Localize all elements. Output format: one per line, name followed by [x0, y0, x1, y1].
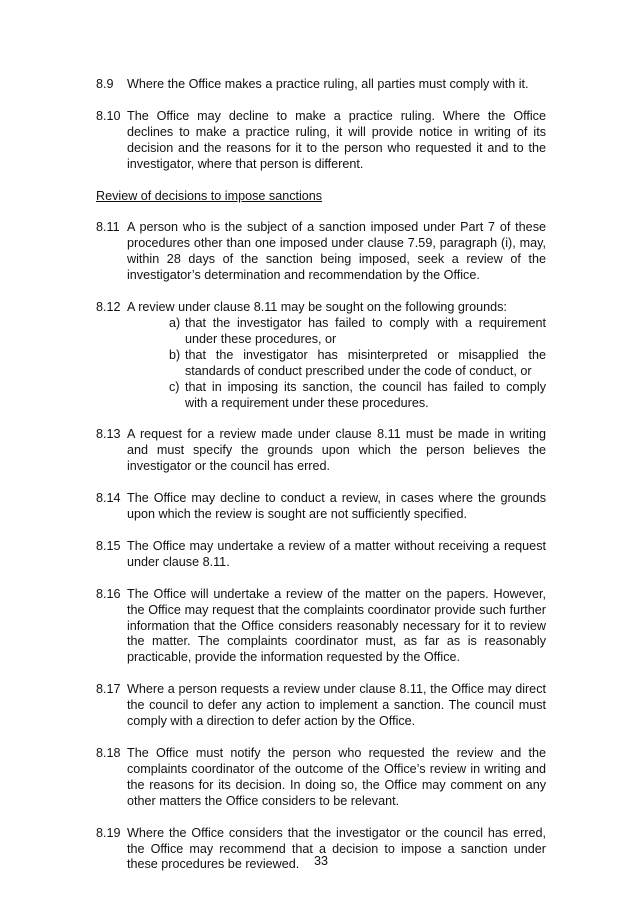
grounds-list: [169, 316, 546, 411]
clause-text: The Office may decline to make a practice ruling. Where the Office declines to make a practice ruling, it will provide notice in writing of its decision and the reasons for it to the person who requested it and to the investigator, where that person is different.: [127, 108, 546, 171]
page-number: 33: [313, 854, 328, 868]
clause-8-14: [96, 491, 546, 523]
clause-number: 8.10: [96, 108, 121, 123]
clause-number: 8.14: [96, 491, 121, 506]
document-page: [96, 77, 546, 889]
clause-8-13: [96, 427, 546, 475]
clause-number: 8.15: [96, 538, 121, 553]
section-heading: Review of decisions to impose sanctions: [96, 188, 323, 203]
list-item-label: b): [169, 347, 181, 362]
list-item-text: that the investigator has failed to comply with a requirement under these procedures, or: [185, 315, 546, 346]
clause-8-10: [96, 109, 546, 173]
clause-number: 8.18: [96, 746, 121, 760]
clause-number: 8.11: [96, 220, 120, 235]
clause-8-11: [96, 220, 546, 284]
clause-number: 8.17: [96, 682, 121, 697]
clause-number: 8.12: [96, 300, 121, 315]
clause-text: Where a person requests a review under clause 8.11, the Office may direct the council to defer any action to implement a sanction. The council must comply with a direction to defer action by the Office.: [127, 682, 546, 729]
clause-text: A review under clause 8.11 may be sought on the following grounds:: [127, 300, 507, 315]
clause-number: 8.19: [96, 825, 121, 840]
clause-number: 8.16: [96, 586, 121, 601]
clause-8-17: [96, 682, 546, 730]
clause-text: A person who is the subject of a sanction imposed under Part 7 of these procedures other than one imposed under clause 7.59, paragraph (i), may, within 28 days of the sanction being imposed, seek a review of the investigator’s determination and recommendation by the Office.: [127, 220, 546, 283]
clause-8-15: [96, 539, 546, 571]
clause-text: The Office may undertake a review of a matter without receiving a request under clause 8.11.: [127, 538, 546, 569]
list-item-label: c): [169, 379, 180, 394]
list-item: [169, 380, 546, 412]
clause-text: Where the Office considers that the investigator or the council has erred, the Office may recommend that a decision to impose a sanction under these procedures be reviewed.: [127, 825, 546, 872]
list-item: [169, 348, 546, 380]
clause-text: The Office will undertake a review of the matter on the papers. However, the Office may request that the complaints coordinator provide such further information that the Office considers reasonably necessary for it to review the matter. The complaints coordinator must, as far as is reasonably practicable, provide the information requested by the Office.: [127, 586, 546, 665]
clause-8-16: [96, 587, 546, 667]
list-item-text: that in imposing its sanction, the council has failed to comply with a requirement under these procedures.: [185, 379, 546, 410]
clause-text: A request for a review made under clause 8.11 must be made in writing and must specify the grounds upon which the person believes the investigator or the council has erred.: [127, 427, 546, 474]
clause-text: The Office must notify the person who requested the review and the complaints coordinator of the outcome of the Office’s review in writing and the reasons for its decision. In doing so, the Office may comment on any other matters the Office considers to be relevant.: [127, 746, 546, 808]
list-item: [169, 316, 546, 348]
list-item-label: a): [169, 315, 181, 330]
clause-8-12: [96, 300, 546, 411]
clause-8-9: [96, 77, 546, 93]
clause-text: Where the Office makes a practice ruling, all parties must comply with it.: [127, 77, 529, 91]
list-item-text: that the investigator has misinterpreted or misapplied the standards of conduct prescribed under the code of conduct, or: [185, 347, 546, 378]
clause-8-18: [96, 746, 546, 810]
clause-body: [127, 300, 546, 411]
clause-number: 8.13: [96, 427, 121, 442]
clause-number: 8.9: [96, 77, 114, 91]
clause-text: The Office may decline to conduct a review, in cases where the grounds upon which the review is sought are not sufficiently specified.: [127, 491, 546, 522]
